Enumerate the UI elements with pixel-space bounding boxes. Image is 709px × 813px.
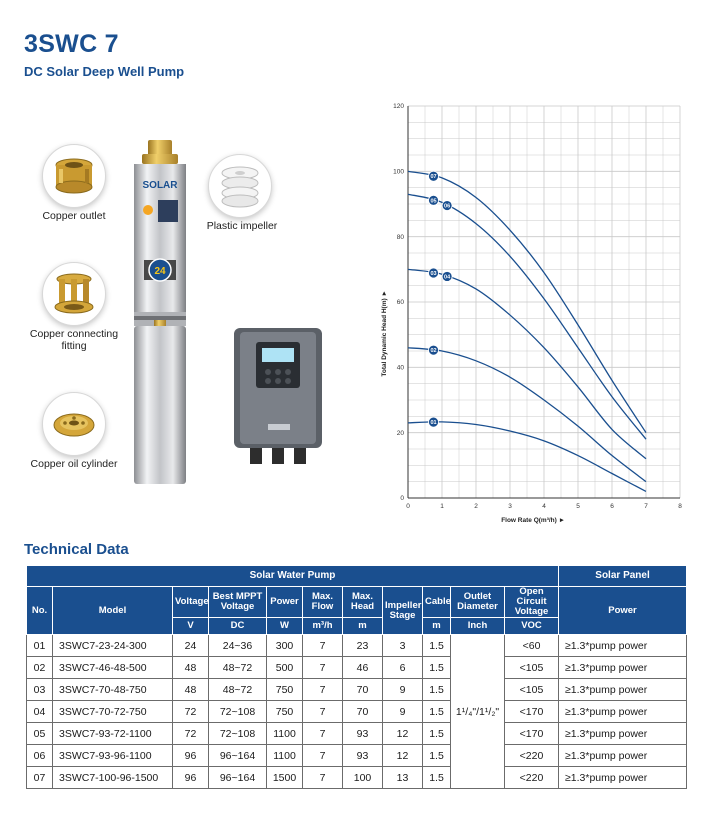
cell-voltage: 48 xyxy=(173,679,209,701)
cell-no: 07 xyxy=(27,767,53,789)
page-title: 3SWC 7 xyxy=(24,30,119,58)
cell-stage: 6 xyxy=(383,657,423,679)
unit-mppt: DC xyxy=(209,618,267,635)
cell-panel-power: ≥1.3*pump power xyxy=(559,745,687,767)
performance-chart xyxy=(366,96,696,536)
y-tick-label: 40 xyxy=(396,364,404,372)
technical-data-table xyxy=(26,565,687,789)
cell-stage: 9 xyxy=(383,701,423,723)
cell-flow: 7 xyxy=(303,657,343,679)
cell-no: 03 xyxy=(27,679,53,701)
pump-badge: 24 xyxy=(154,266,166,277)
cell-panel-power: ≥1.3*pump power xyxy=(559,767,687,789)
col-panel-power: Power xyxy=(559,587,687,635)
cell-no: 05 xyxy=(27,723,53,745)
cell-mppt: 72~108 xyxy=(209,701,267,723)
x-tick-label: 7 xyxy=(644,503,648,510)
table-row xyxy=(27,767,687,789)
cell-head: 23 xyxy=(343,635,383,657)
cell-no: 04 xyxy=(27,701,53,723)
cell-panel-power: ≥1.3*pump power xyxy=(559,635,687,657)
col-flow: Max. Flow xyxy=(303,587,343,618)
y-tick-label: 0 xyxy=(400,495,404,503)
copper-fitting-icon xyxy=(42,262,106,326)
cell-head: 70 xyxy=(343,679,383,701)
cell-power: 750 xyxy=(267,679,303,701)
x-tick-label: 2 xyxy=(474,503,478,510)
cell-mppt: 96~164 xyxy=(209,745,267,767)
cell-no: 02 xyxy=(27,657,53,679)
x-tick-label: 1 xyxy=(440,503,444,510)
col-model: Model xyxy=(53,587,173,635)
cell-voltage: 24 xyxy=(173,635,209,657)
cell-model: 3SWC7-93-72-1100 xyxy=(53,723,173,745)
unit-outlet: Inch xyxy=(451,618,505,635)
col-head: Max. Head xyxy=(343,587,383,618)
copper-oil-cylinder-icon xyxy=(42,392,106,456)
cell-stage: 13 xyxy=(383,767,423,789)
table-row xyxy=(27,723,687,745)
cell-model: 3SWC7-46-48-500 xyxy=(53,657,173,679)
cell-head: 93 xyxy=(343,745,383,767)
cell-mppt: 96~164 xyxy=(209,767,267,789)
table-row xyxy=(27,701,687,723)
col-power: Power xyxy=(267,587,303,618)
copper-oil-cylinder-label: Copper oil cylinder xyxy=(30,458,118,470)
cell-voltage: 96 xyxy=(173,767,209,789)
unit-voltage: V xyxy=(173,618,209,635)
cell-flow: 7 xyxy=(303,745,343,767)
cell-cable: 1.5 xyxy=(423,657,451,679)
copper-outlet-icon xyxy=(42,144,106,208)
pump-brand: SOLAR xyxy=(142,180,178,191)
table-row xyxy=(27,679,687,701)
col-outlet: Outlet Diameter xyxy=(451,587,505,618)
controller-illustration xyxy=(230,322,326,472)
cell-head: 100 xyxy=(343,767,383,789)
x-axis-label: Flow Rate Q(m³/h) ► xyxy=(501,517,566,524)
col-voc: Open Circuit Voltage xyxy=(505,587,559,618)
table-row xyxy=(27,657,687,679)
table-row xyxy=(27,745,687,767)
cell-panel-power: ≥1.3*pump power xyxy=(559,723,687,745)
cell-model: 3SWC7-100-96-1500 xyxy=(53,767,173,789)
cell-power: 300 xyxy=(267,635,303,657)
cell-panel-power: ≥1.3*pump power xyxy=(559,657,687,679)
cell-voc: <220 xyxy=(505,745,559,767)
x-tick-label: 6 xyxy=(610,503,614,510)
cell-mppt: 24~36 xyxy=(209,635,267,657)
series-label-05: 05 xyxy=(430,198,437,205)
unit-head: m xyxy=(343,618,383,635)
series-label-06: 06 xyxy=(444,203,451,210)
series-label-03: 03 xyxy=(430,271,437,278)
cell-power: 1100 xyxy=(267,723,303,745)
cell-no: 01 xyxy=(27,635,53,657)
cell-cable: 1.5 xyxy=(423,745,451,767)
cell-stage: 12 xyxy=(383,745,423,767)
cell-cable: 1.5 xyxy=(423,679,451,701)
cell-power: 1500 xyxy=(267,767,303,789)
cell-voltage: 96 xyxy=(173,745,209,767)
cell-flow: 7 xyxy=(303,679,343,701)
cell-head: 46 xyxy=(343,657,383,679)
cell-voc: <105 xyxy=(505,657,559,679)
performance-chart-svg xyxy=(366,96,696,536)
cell-voc: <170 xyxy=(505,701,559,723)
col-no: No. xyxy=(27,587,53,635)
cell-stage: 9 xyxy=(383,679,423,701)
cell-no: 06 xyxy=(27,745,53,767)
cell-flow: 7 xyxy=(303,723,343,745)
unit-flow: m³/h xyxy=(303,618,343,635)
col-mppt: Best MPPT Voltage xyxy=(209,587,267,618)
y-tick-label: 120 xyxy=(393,103,404,111)
cell-mppt: 48~72 xyxy=(209,679,267,701)
plastic-impeller-label: Plastic impeller xyxy=(206,220,278,232)
cell-panel-power: ≥1.3*pump power xyxy=(559,679,687,701)
cell-head: 93 xyxy=(343,723,383,745)
cell-flow: 7 xyxy=(303,767,343,789)
col-cable: Cable xyxy=(423,587,451,618)
table-row xyxy=(27,635,687,657)
cell-cable: 1.5 xyxy=(423,701,451,723)
group-header-panel: Solar Panel xyxy=(559,566,687,587)
cell-model: 3SWC7-23-24-300 xyxy=(53,635,173,657)
unit-cable: m xyxy=(423,618,451,635)
cell-head: 70 xyxy=(343,701,383,723)
col-stage: Impeller Stage xyxy=(383,587,423,635)
x-tick-label: 0 xyxy=(406,503,410,510)
cell-voltage: 72 xyxy=(173,723,209,745)
copper-outlet-label: Copper outlet xyxy=(42,210,106,222)
y-tick-label: 20 xyxy=(396,429,404,437)
page-subtitle: DC Solar Deep Well Pump xyxy=(24,64,185,79)
x-tick-label: 5 xyxy=(576,503,580,510)
cell-voc: <60 xyxy=(505,635,559,657)
cell-outlet: 1¹/₄"/1¹/₂" xyxy=(451,635,505,789)
cell-model: 3SWC7-70-72-750 xyxy=(53,701,173,723)
series-label-07: 07 xyxy=(430,174,437,181)
x-tick-label: 8 xyxy=(678,503,682,510)
cell-cable: 1.5 xyxy=(423,767,451,789)
copper-fitting-label: Copper connecting fitting xyxy=(29,328,119,352)
unit-voc: VOC xyxy=(505,618,559,635)
cell-stage: 12 xyxy=(383,723,423,745)
cell-mppt: 72~108 xyxy=(209,723,267,745)
cell-voc: <105 xyxy=(505,679,559,701)
series-label-02: 02 xyxy=(430,348,437,355)
cell-model: 3SWC7-93-96-1100 xyxy=(53,745,173,767)
cell-mppt: 48~72 xyxy=(209,657,267,679)
pump-illustration xyxy=(128,140,192,488)
cell-voc: <220 xyxy=(505,767,559,789)
unit-power: W xyxy=(267,618,303,635)
cell-power: 1100 xyxy=(267,745,303,767)
section-title: Technical Data xyxy=(24,541,129,558)
cell-voltage: 48 xyxy=(173,657,209,679)
y-axis-label: Total Dynamic Head H(m) ► xyxy=(381,290,388,377)
x-tick-label: 3 xyxy=(508,503,512,510)
y-tick-label: 80 xyxy=(396,233,404,241)
group-header-pump: Solar Water Pump xyxy=(27,566,559,587)
series-label-04: 04 xyxy=(444,274,451,281)
series-label-01: 01 xyxy=(430,420,437,427)
cell-power: 500 xyxy=(267,657,303,679)
cell-stage: 3 xyxy=(383,635,423,657)
cell-power: 750 xyxy=(267,701,303,723)
y-tick-label: 100 xyxy=(393,168,404,176)
col-voltage: Voltage xyxy=(173,587,209,618)
cell-voc: <170 xyxy=(505,723,559,745)
y-tick-label: 60 xyxy=(396,299,404,307)
cell-model: 3SWC7-70-48-750 xyxy=(53,679,173,701)
cell-voltage: 72 xyxy=(173,701,209,723)
plastic-impeller-icon xyxy=(208,154,272,218)
cell-flow: 7 xyxy=(303,701,343,723)
cell-cable: 1.5 xyxy=(423,635,451,657)
cell-flow: 7 xyxy=(303,635,343,657)
x-tick-label: 4 xyxy=(542,503,546,510)
cell-panel-power: ≥1.3*pump power xyxy=(559,701,687,723)
cell-cable: 1.5 xyxy=(423,723,451,745)
